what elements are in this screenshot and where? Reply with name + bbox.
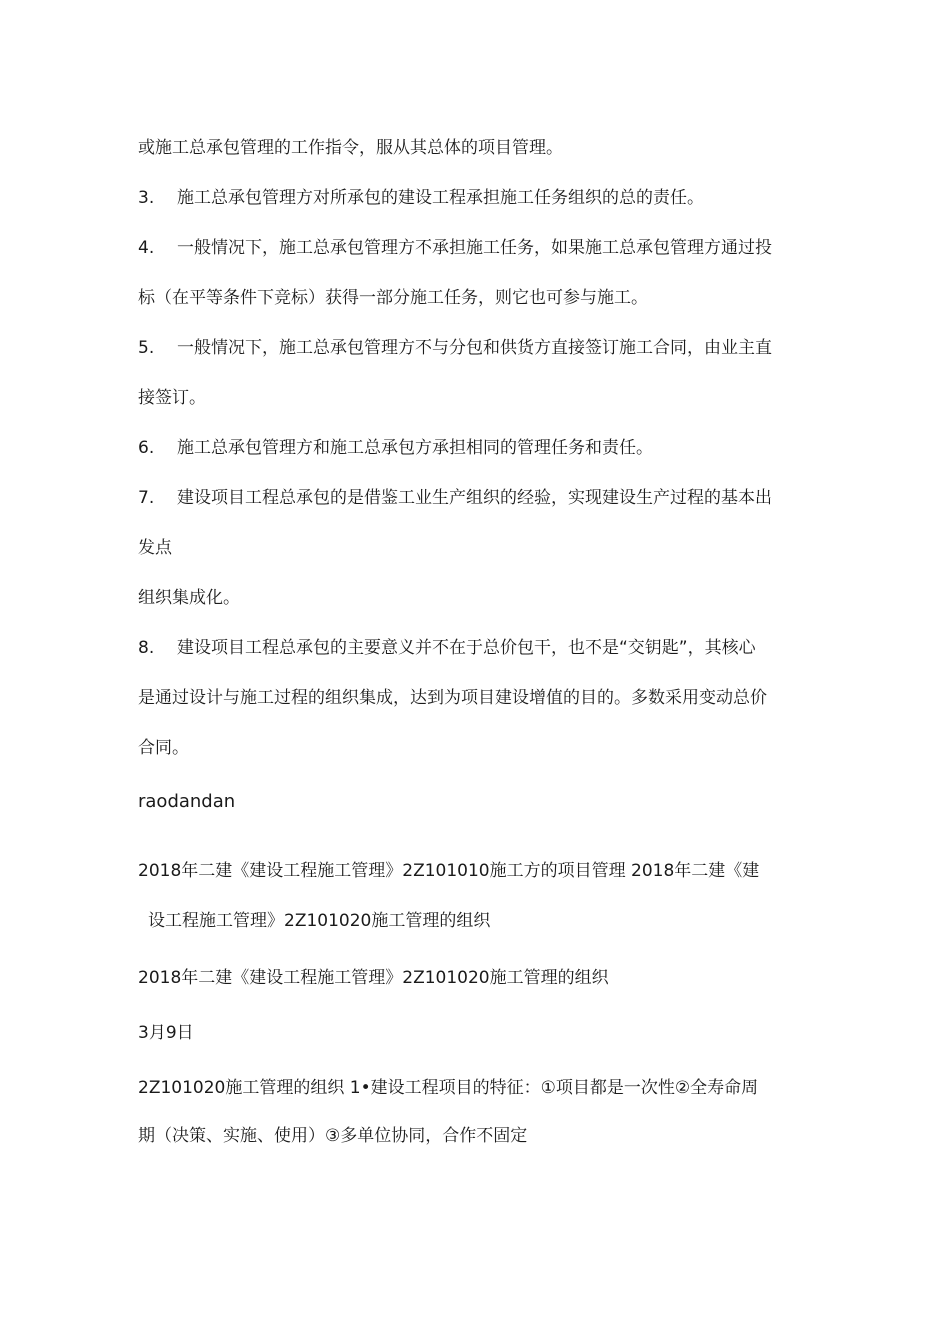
list-item-3	[138, 186, 704, 210]
item-text: 建设项目工程总承包的是借鉴工业生产组织的经验，实现建设生产过程的基本出	[177, 488, 772, 508]
item-number: 4.	[138, 238, 155, 258]
list-item-6	[138, 436, 653, 460]
list-item-7	[138, 486, 772, 510]
item-number: 7.	[138, 488, 155, 508]
text-line: 是通过设计与施工过程的组织集成，达到为项目建设增值的目的。多数采用变动总价	[138, 688, 767, 708]
item-text: 施工总承包管理方和施工总承包方承担相同的管理任务和责任。	[177, 438, 653, 458]
item-number: 8.	[138, 638, 155, 658]
date-label: 3月9日	[138, 1023, 194, 1043]
item-number: 6.	[138, 438, 155, 458]
text-line: 接签订。	[138, 388, 206, 408]
item-text: 施工总承包管理方对所承包的建设工程承担施工任务组织的总的责任。	[177, 188, 704, 208]
related-link-line[interactable]: 2018年二建《建设工程施工管理》2Z101010施工方的项目管理 2018年二建《建	[138, 861, 760, 881]
text-line: 标（在平等条件下竞标）获得一部分施工任务，则它也可参与施工。	[138, 288, 648, 308]
related-link-line[interactable]: 设工程施工管理》2Z101020施工管理的组织	[148, 911, 491, 931]
article-title: 2018年二建《建设工程施工管理》2Z101020施工管理的组织	[138, 968, 609, 988]
item-text: 一般情况下，施工总承包管理方不与分包和供货方直接签订施工合同，由业主直	[177, 338, 772, 358]
item-number: 5.	[138, 338, 155, 358]
text-line: 合同。	[138, 738, 189, 758]
list-item-5	[138, 336, 772, 360]
item-text: 一般情况下，施工总承包管理方不承担施工任务，如果施工总承包管理方通过投	[177, 238, 772, 258]
section-text: 期（决策、实施、使用）③多单位协同，合作不固定	[138, 1126, 528, 1146]
text-line: 或施工总承包管理的工作指令，服从其总体的项目管理。	[138, 138, 563, 158]
text-line: 发点	[138, 538, 172, 558]
section-text: 2Z101020施工管理的组织 1•建设工程项目的特征：①项目都是一次性②全寿命周	[138, 1078, 759, 1098]
text-line: 组织集成化。	[138, 588, 240, 608]
item-text: 建设项目工程总承包的主要意义并不在于总价包干，也不是“交钥匙”，其核心	[177, 638, 756, 658]
author-name: raodandan	[138, 791, 236, 812]
list-item-8	[138, 636, 756, 660]
list-item-4	[138, 236, 772, 260]
item-number: 3.	[138, 188, 155, 208]
